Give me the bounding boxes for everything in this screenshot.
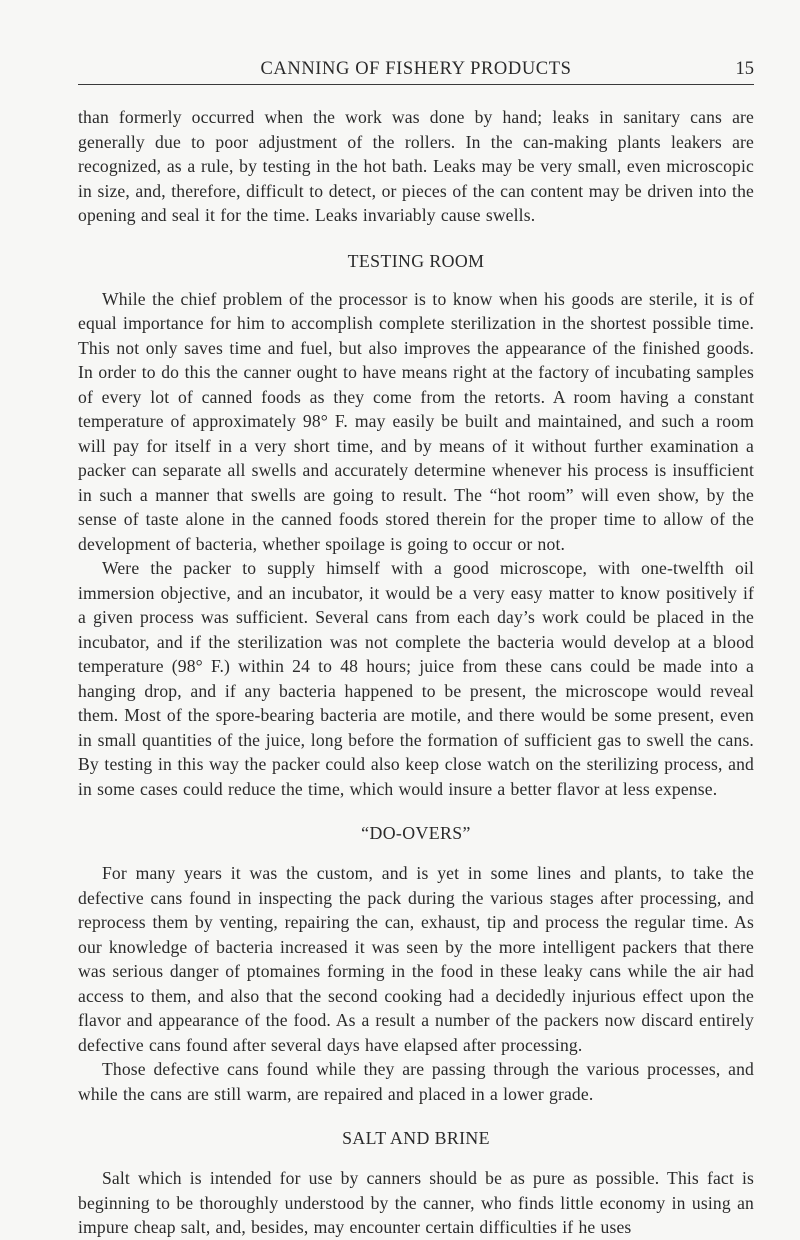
paragraph-intro: than formerly occurred when the work was done by hand; leaks in sanitary cans are generally due to poor adjustment of the rollers. In the can-making plants leakers are recognized, as a rule, by testing in the hot bath. Leaks may be very small, even microscopic in size, and, therefore, difficult to detect, or pieces of the can content may be driven into the opening and seal it for the time. Leaks invariably cause swells. <box>78 107 754 225</box>
page-number: 15 <box>735 59 754 79</box>
running-title: CANNING OF FISHERY PRODUCTS <box>260 59 572 79</box>
paragraph-testing-2: Were the packer to supply himself with a good microscope, with one-twelfth oil immersion objective, and an incubator, it would be a very easy matter to know positively if a given process was sufficient. Several cans from each day’s work could be placed in the incubator, and if the sterilization was not complete the bacteria would develop at a blood temperature (98° F.) within 24 to 48 hours; juice from these cans could be made into a hanging drop, and if any bacteria happened to be present, the microscope would reveal them. Most of the spore-bearing bacteria are motile, and there would be some present, even in small quantities of the juice, long before the formation of sufficient gas to swell the cans. By testing in this way the packer could also keep close watch on the sterilizing process, and in some cases could reduce the time, which would insure a better flavor at less expense. <box>78 558 754 799</box>
heading-testing-room: TESTING ROOM <box>347 250 485 271</box>
paragraph-do-overs-2: Those defective cans found while they are passing through the various processes, and while the cans are still warm, are repaired and placed in a lower grade. <box>78 1059 754 1104</box>
heading-do-overs: “DO-OVERS” <box>361 823 471 843</box>
heading-salt-and-brine: SALT AND BRINE <box>342 1128 490 1148</box>
running-head <box>78 58 754 85</box>
paragraph-salt-1: Salt which is intended for use by canners should be as pure as possible. This fact is beginning to be thoroughly understood by the canner, who finds little economy in using an impure cheap salt, and, besides, may encounter certain difficulties if he uses <box>78 1168 754 1237</box>
body-text <box>78 105 754 1240</box>
paragraph-do-overs-1: For many years it was the custom, and is yet in some lines and plants, to take the defective cans found in inspecting the pack during the various stages after processing, and reprocess them by venting, repairing the can, exhaust, tip and process the regular time. As our knowledge of bacteria increased it was seen by the more intelligent packers that there was serious danger of ptomaines forming in the food in these leaky cans while the air had access to them, and also that the second cooking had a decidedly injurious effect upon the flavor and appearance of the food. As a result a number of the packers now discard entirely defective cans found after several days have elapsed after processing. <box>78 863 754 1055</box>
paragraph-testing-1: While the chief problem of the processor is to know when his goods are sterile, it is of equal importance for him to accomplish complete sterilization in the shortest possible time. This not only saves time and fuel, but also improves the appearance of the finished goods. In order to do this the canner ought to have means right at the factory of incubating samples of every lot of canned foods as they come from the retorts. A room having a constant temperature of approximately 98° F. may easily be built and maintained, and such a room will pay for itself in a very short time, and by means of it without further examination a packer can separate all swells and accurately determine whenever his process is insufficient in such a manner that swells are going to result. The “hot room” will even show, by the sense of taste alone in the canned foods stored therein for the proper time to allow of the development of bacteria, whether spoilage is going to occur or not. <box>78 288 754 554</box>
book-page <box>78 58 754 1240</box>
